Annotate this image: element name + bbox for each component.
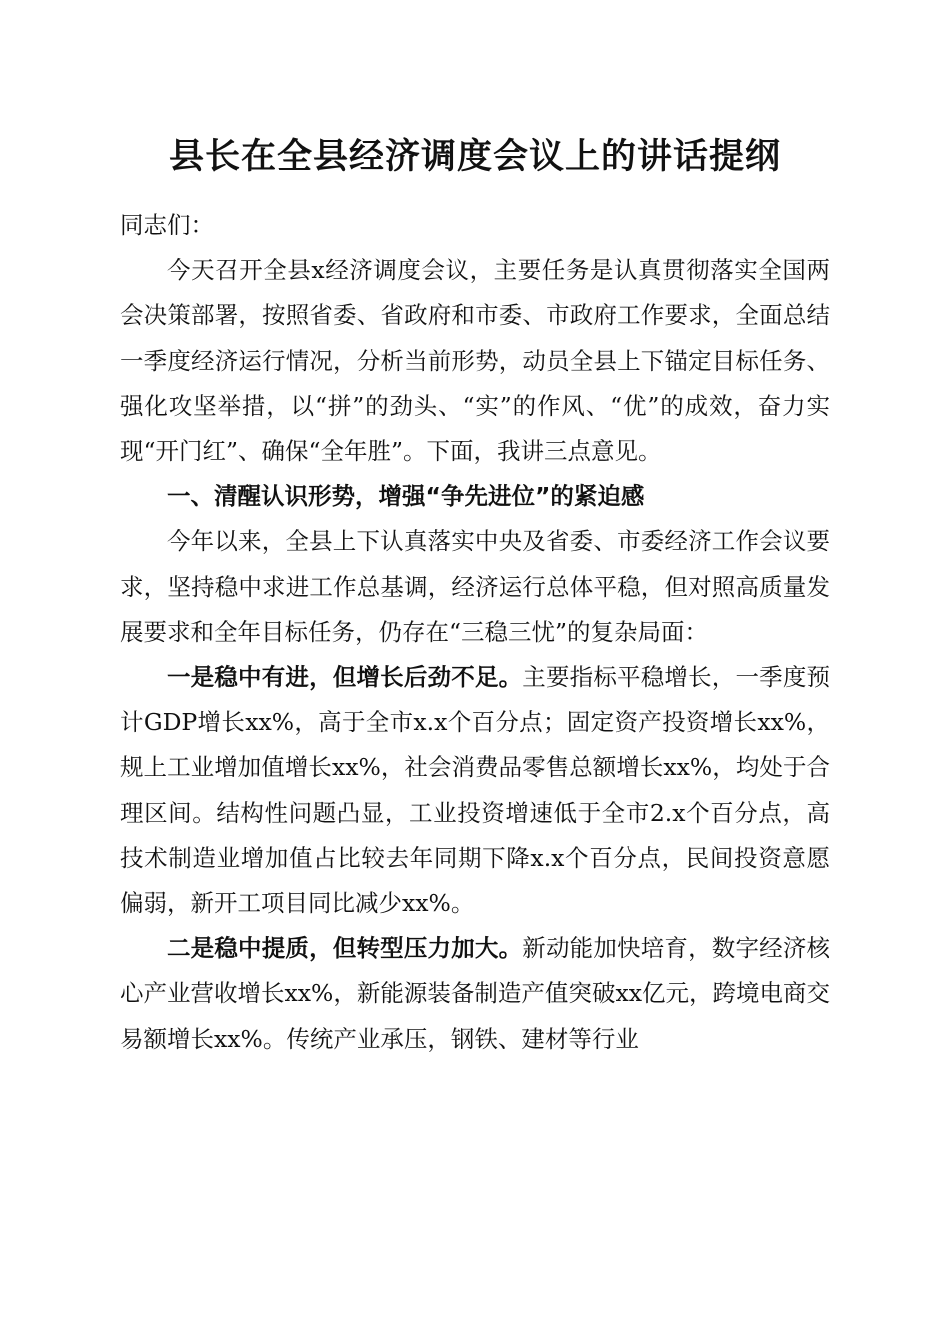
- intro-paragraph: 今天召开全县x经济调度会议，主要任务是认真贯彻落实全国两会决策部署，按照省委、省政府和市委、市政府工作要求，全面总结一季度经济运行情况，分析当前形势，动员全县上下锚定目标任务、强化攻坚举措，以“拼”的劲头、“实”的作风、“优”的成效，奋力实现“开门红”、确保“全年胜”。下面，我讲三点意见。: [120, 256, 830, 466]
- document-title: 县长在全县经济调度会议上的讲话提纲: [168, 136, 781, 177]
- point-2-paragraph: [120, 926, 830, 1062]
- document-body: [120, 203, 830, 1062]
- salutation: 同志们：: [120, 211, 214, 239]
- section-heading-1: 一、清醒认识形势，增强“争先进位”的紧迫感: [167, 482, 645, 511]
- point-2-text: 新动能加快培育，数字经济核心产业营收增长xx%，新能源装备制造产值突破xx亿元，跨境电商交易额增长xx%。传统产业承压，钢铁、建材等行业: [120, 934, 831, 1053]
- point-1-paragraph: [120, 655, 830, 926]
- point-1-lead: 一是稳中有进，但增长后劲不足。: [167, 663, 523, 692]
- section-1-intro-paragraph: 今年以来，全县上下认真落实中央及省委、市委经济工作会议要求，坚持稳中求进工作总基调，经济运行总体平稳，但对照高质量发展要求和全年目标任务，仍存在“三稳三忧”的复杂局面：: [120, 527, 830, 646]
- point-1-text: 主要指标平稳增长，一季度预计GDP增长xx%，高于全市x.x个百分点；固定资产投资增长xx%，规上工业增加值增长xx%，社会消费品零售总额增长xx%，均处于合理区间。结构性问题凸显，工业投资增速低于全市2.x个百分点，高技术制造业增加值占比较去年同期下降x.x个百分点，民间投资意愿偏弱，新开工项目同比减少xx%。: [120, 663, 831, 918]
- point-2-lead: 二是稳中提质，但转型压力加大。: [167, 934, 523, 963]
